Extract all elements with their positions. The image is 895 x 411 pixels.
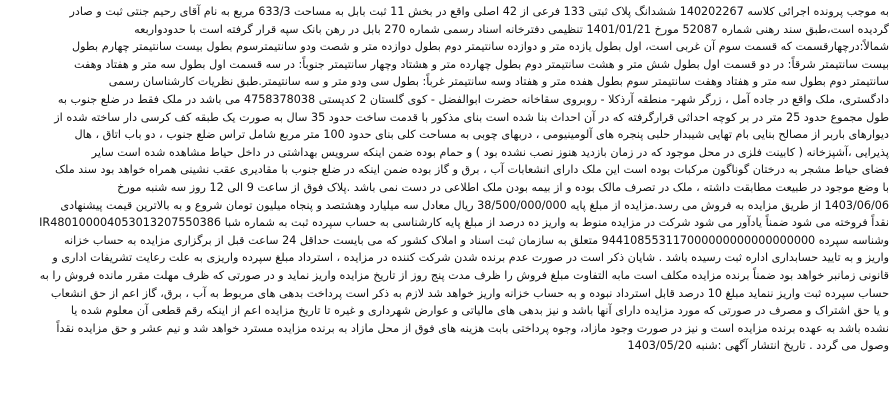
notice-line-16: قانونی زمانبر خواهد بود ضمناً برنده مزایده مکلف است مابه التفاوت مبلغ فروش را ظرف مدت پنج روز از تاریخ مزایده واریز نماید و در صورتی که ظرف مهلت مقرر مانده فروش را به	[39, 268, 889, 282]
notice-line-11: با وضع موجود در طبیعت مطابقت داشته ، ملک در تصرف مالک بوده و از بیمه بودن ملک اطلاعی در دست نمی باشد .پلاک فوق از ساعت 9 الی 12 روز سه شنبه مورخ	[117, 180, 889, 194]
notice-line-17: حساب سپرده ثبت واریز ننماید مبلغ 10 درصد قابل استرداد نبوده و به حساب خزانه واریز خواهد شد لازم به ذکر است پرداخت بدهی های مربوط به آب ، برق، گاز اعم از حق انشعاب	[50, 286, 889, 300]
notice-line-8: دیوارهای باربر از مصالح بنایی بام تهایی شیبدار حلبی پنجره های آلومینیومی ، دربهای چوبی به مساحت کلی بنای حدود 100 متر مربع شامل تراس ضلع جنوب ، دو باب اتاق ، هال	[74, 128, 889, 142]
notice-line-13: نقداً فروخته می شود ضمناً یادآور می شود شرکت در مزایده منوط به واریز ده درصد از مبلغ پایه کارشناسی به حساب سپرده ثبت به شماره شبا IR480100004053013207550386	[39, 216, 889, 230]
notice-line-1: به موجب پرونده اجرائی کلاسه 140202267 ششدانگ پلاک ثبتی 133 فرعی از 42 اصلی واقع در بخش 11 ثبت بابل به مساحت 633/3 مربع به نام آقای رحیم جنتی ثبت و صادر	[69, 5, 889, 18]
notice-line-6: دادگستری، ملک واقع در جاده آمل ، زرگر شهر- منطقه آرذکلا - روبروی سقاخانه حضرت ابوالفضل - کوی گلستان 2 کدپستی 4758378038 می باشد در ملک فقط در ضلع جنوب به	[57, 92, 889, 106]
notice-line-10: فضای حیاط مشجر به درختان گوناگون مرکبات بوده است این ملک دارای انشعابات آب ، برق و گاز بوده ضمن اینکه در ضلع جنوب با مقادیری عقب نشینی همراه خواهد بود سند ملک	[55, 163, 889, 177]
notice-closing-line: وصول می گردد . تاریخ انتشار آگهی :شنبه 1403/05/20	[627, 339, 889, 353]
notice-line-19: نشده باشد به عهده برنده مزایده است و نیز در صورت وجود مازاد، وجوه پرداختی بابت هزینه های فوق از محل مازاد به برنده مزایده مسترد خواهد شد و نیم عشر و حق مزایده نقداً	[56, 321, 889, 335]
notice-line-4: بیست سانتیمتر شرقاً: در دو قسمت اول بطول شش متر و هشت سانتیمتر دوم بطول چهارده متر و هشتاد وچهار سانتیمتر جنوباً: در سه قسمت اول بطول سه متر و هفتاد وهفت	[73, 57, 889, 71]
notice-line-5: سانتیمتر دوم بطول سه متر و هفتاد وهفت سانتیمتر سوم بطول هفده متر و هفتاد وسه سانتیمتر غرباً: بطول سی ودو متر و سه سانتیمتر.طبق نظریات کارشناسان رسمی	[108, 75, 889, 89]
notice-line-3: شمالاً:درچهارقسمت که قسمت سوم آن غربی است، اول بطول یازده متر و دوازده سانتیمتر دوم بطول دوازده متر و شصت ودو سانتیمترسوم بطول بیست سانتیمتر چهارم بطول	[71, 40, 889, 54]
notice-line-14: وشناسه سپرده 944108553117000000000000000000 متعلق به سازمان ثبت اسناد و املاک کشور که می بایست حداقل 24 ساعت قبل از برگزاری مزایده به حساب خزانه	[64, 233, 889, 247]
notice-line-7: طول مجموع حدود 25 متر در بر کوچه احداثی قرارگرفته که در آن احداث بنا شده است بنای مذکور با قدمت ساخت حدود 35 سال به صورت یک طبقه کف کرسی دار ساخته شده از	[54, 110, 889, 124]
notice-line-18: و یا حق اشتراک و مصرف در صورتی که مورد مزایده دارای آنها باشد و نیز بدهی های مالیاتی و عوارض شهرداری و غیره تا تاریخ مزایده اعم از اینکه رقم قطعی آن معلوم شده یا	[70, 304, 889, 318]
notice-line-12: 1403/06/06 از طریق مزایده به فروش می رسد.مزایده از مبلغ پایه 38/500/000/000 ریال معادل سه میلیارد وهشتصد و پنجاه میلیون تومان شروع و به بالاترین قیمت پیشنهادی	[60, 198, 889, 212]
notice-line-15: واریز و به تایید حسابداری اداره ثبت رسیده باشد . شایان ذکر است در صورت عدم برنده شدن شرکت کننده در مزایده ، استرداد مبلغ سپرده واریزی به علت رعایت تشریفات اداری و	[52, 251, 889, 265]
notice-line-2: گردیده است،طبق سند رهنی شماره 52087 مورخ 1401/01/21 تنظیمی دفترخانه اسناد رسمی شماره 270 بابل در رهن بانک سپه قرار گرفته است با حدودواربعه	[134, 22, 889, 36]
notice-line-9: پذیرایی ،آشپزخانه ( کابینت فلزی در محل موجود که در زمان بازدید هنوز نصب نشده بود ) و حمام بوده ضمن اینکه سرویس بهداشتی در داخل حیاط مشاهده شده است سایر	[91, 145, 889, 159]
